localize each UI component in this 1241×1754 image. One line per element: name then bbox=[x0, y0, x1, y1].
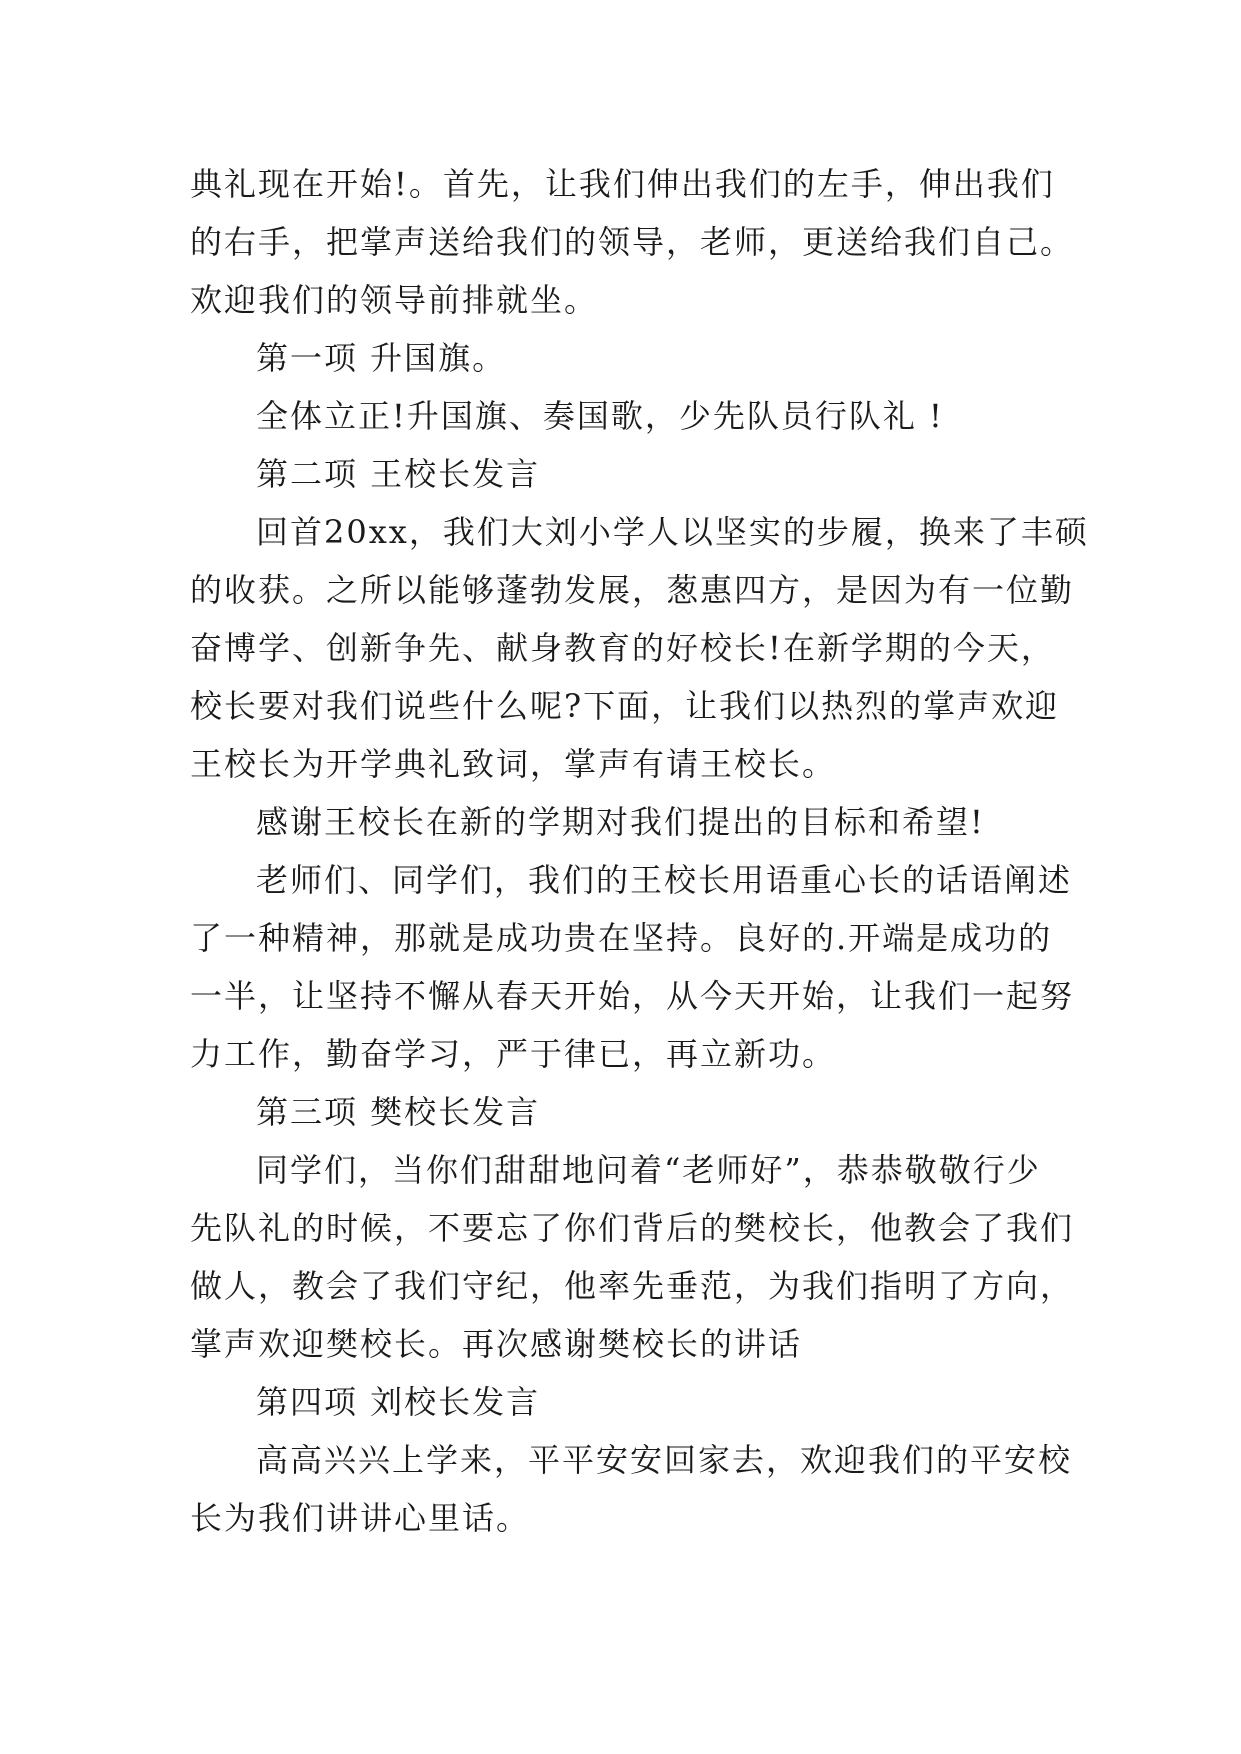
text-line: 做人，教会了我们守纪，他率先垂范，为我们指明了方向， bbox=[190, 1267, 1075, 1305]
section-heading: 第三项 樊校长发言 bbox=[256, 1093, 541, 1131]
text-line: 掌声欢迎樊校长。再次感谢樊校长的讲话 bbox=[190, 1325, 803, 1363]
text-line: 校长要对我们说些什么呢?下面，让我们以热烈的掌声欢迎 bbox=[190, 687, 1060, 725]
text-line: 全体立正!升国旗、奏国歌，少先队员行队礼 ! bbox=[256, 397, 944, 435]
text-line: 的收获。之所以能够蓬勃发展，葱惠四方，是因为有一位勤 bbox=[190, 571, 1075, 609]
text-line: 感谢王校长在新的学期对我们提出的目标和希望! bbox=[256, 803, 985, 841]
text-line: 王校长为开学典礼致词，掌声有请王校长。 bbox=[190, 745, 837, 783]
section-heading: 第一项 升国旗。 bbox=[256, 339, 507, 377]
section-heading: 第四项 刘校长发言 bbox=[256, 1383, 541, 1421]
text-line: 高高兴兴上学来，平平安安回家去，欢迎我们的平安校 bbox=[256, 1441, 1073, 1479]
document-body bbox=[190, 155, 1089, 1547]
text-line: 同学们，当你们甜甜地问着“老师好”，恭恭敬敬行少 bbox=[256, 1151, 1041, 1189]
text-line: 一半，让坚持不懈从春天开始，从今天开始，让我们一起努 bbox=[190, 977, 1075, 1015]
text-line: 了一种精神，那就是成功贵在坚持。良好的.开端是成功的 bbox=[190, 919, 1053, 957]
text-line: 奋博学、创新争先、献身教育的好校长!在新学期的今天， bbox=[190, 629, 1055, 667]
text-line: 长为我们讲讲心里话。 bbox=[190, 1499, 531, 1537]
text-line: 力工作，勤奋学习，严于律已，再立新功。 bbox=[190, 1035, 837, 1073]
text-line: 的右手，把掌声送给我们的领导，老师，更送给我们自己。 bbox=[190, 223, 1075, 261]
text-line: 回首20xx，我们大刘小学人以坚实的步履，换来了丰硕 bbox=[256, 513, 1089, 551]
text-line: 先队礼的时候，不要忘了你们背后的樊校长，他教会了我们 bbox=[190, 1209, 1075, 1247]
text-line: 典礼现在开始!。首先，让我们伸出我们的左手，伸出我们 bbox=[190, 165, 1055, 203]
section-heading: 第二项 王校长发言 bbox=[256, 455, 541, 493]
text-line: 老师们、同学们，我们的王校长用语重心长的话语阐述 bbox=[256, 861, 1073, 899]
text-line: 欢迎我们的领导前排就坐。 bbox=[190, 281, 599, 319]
